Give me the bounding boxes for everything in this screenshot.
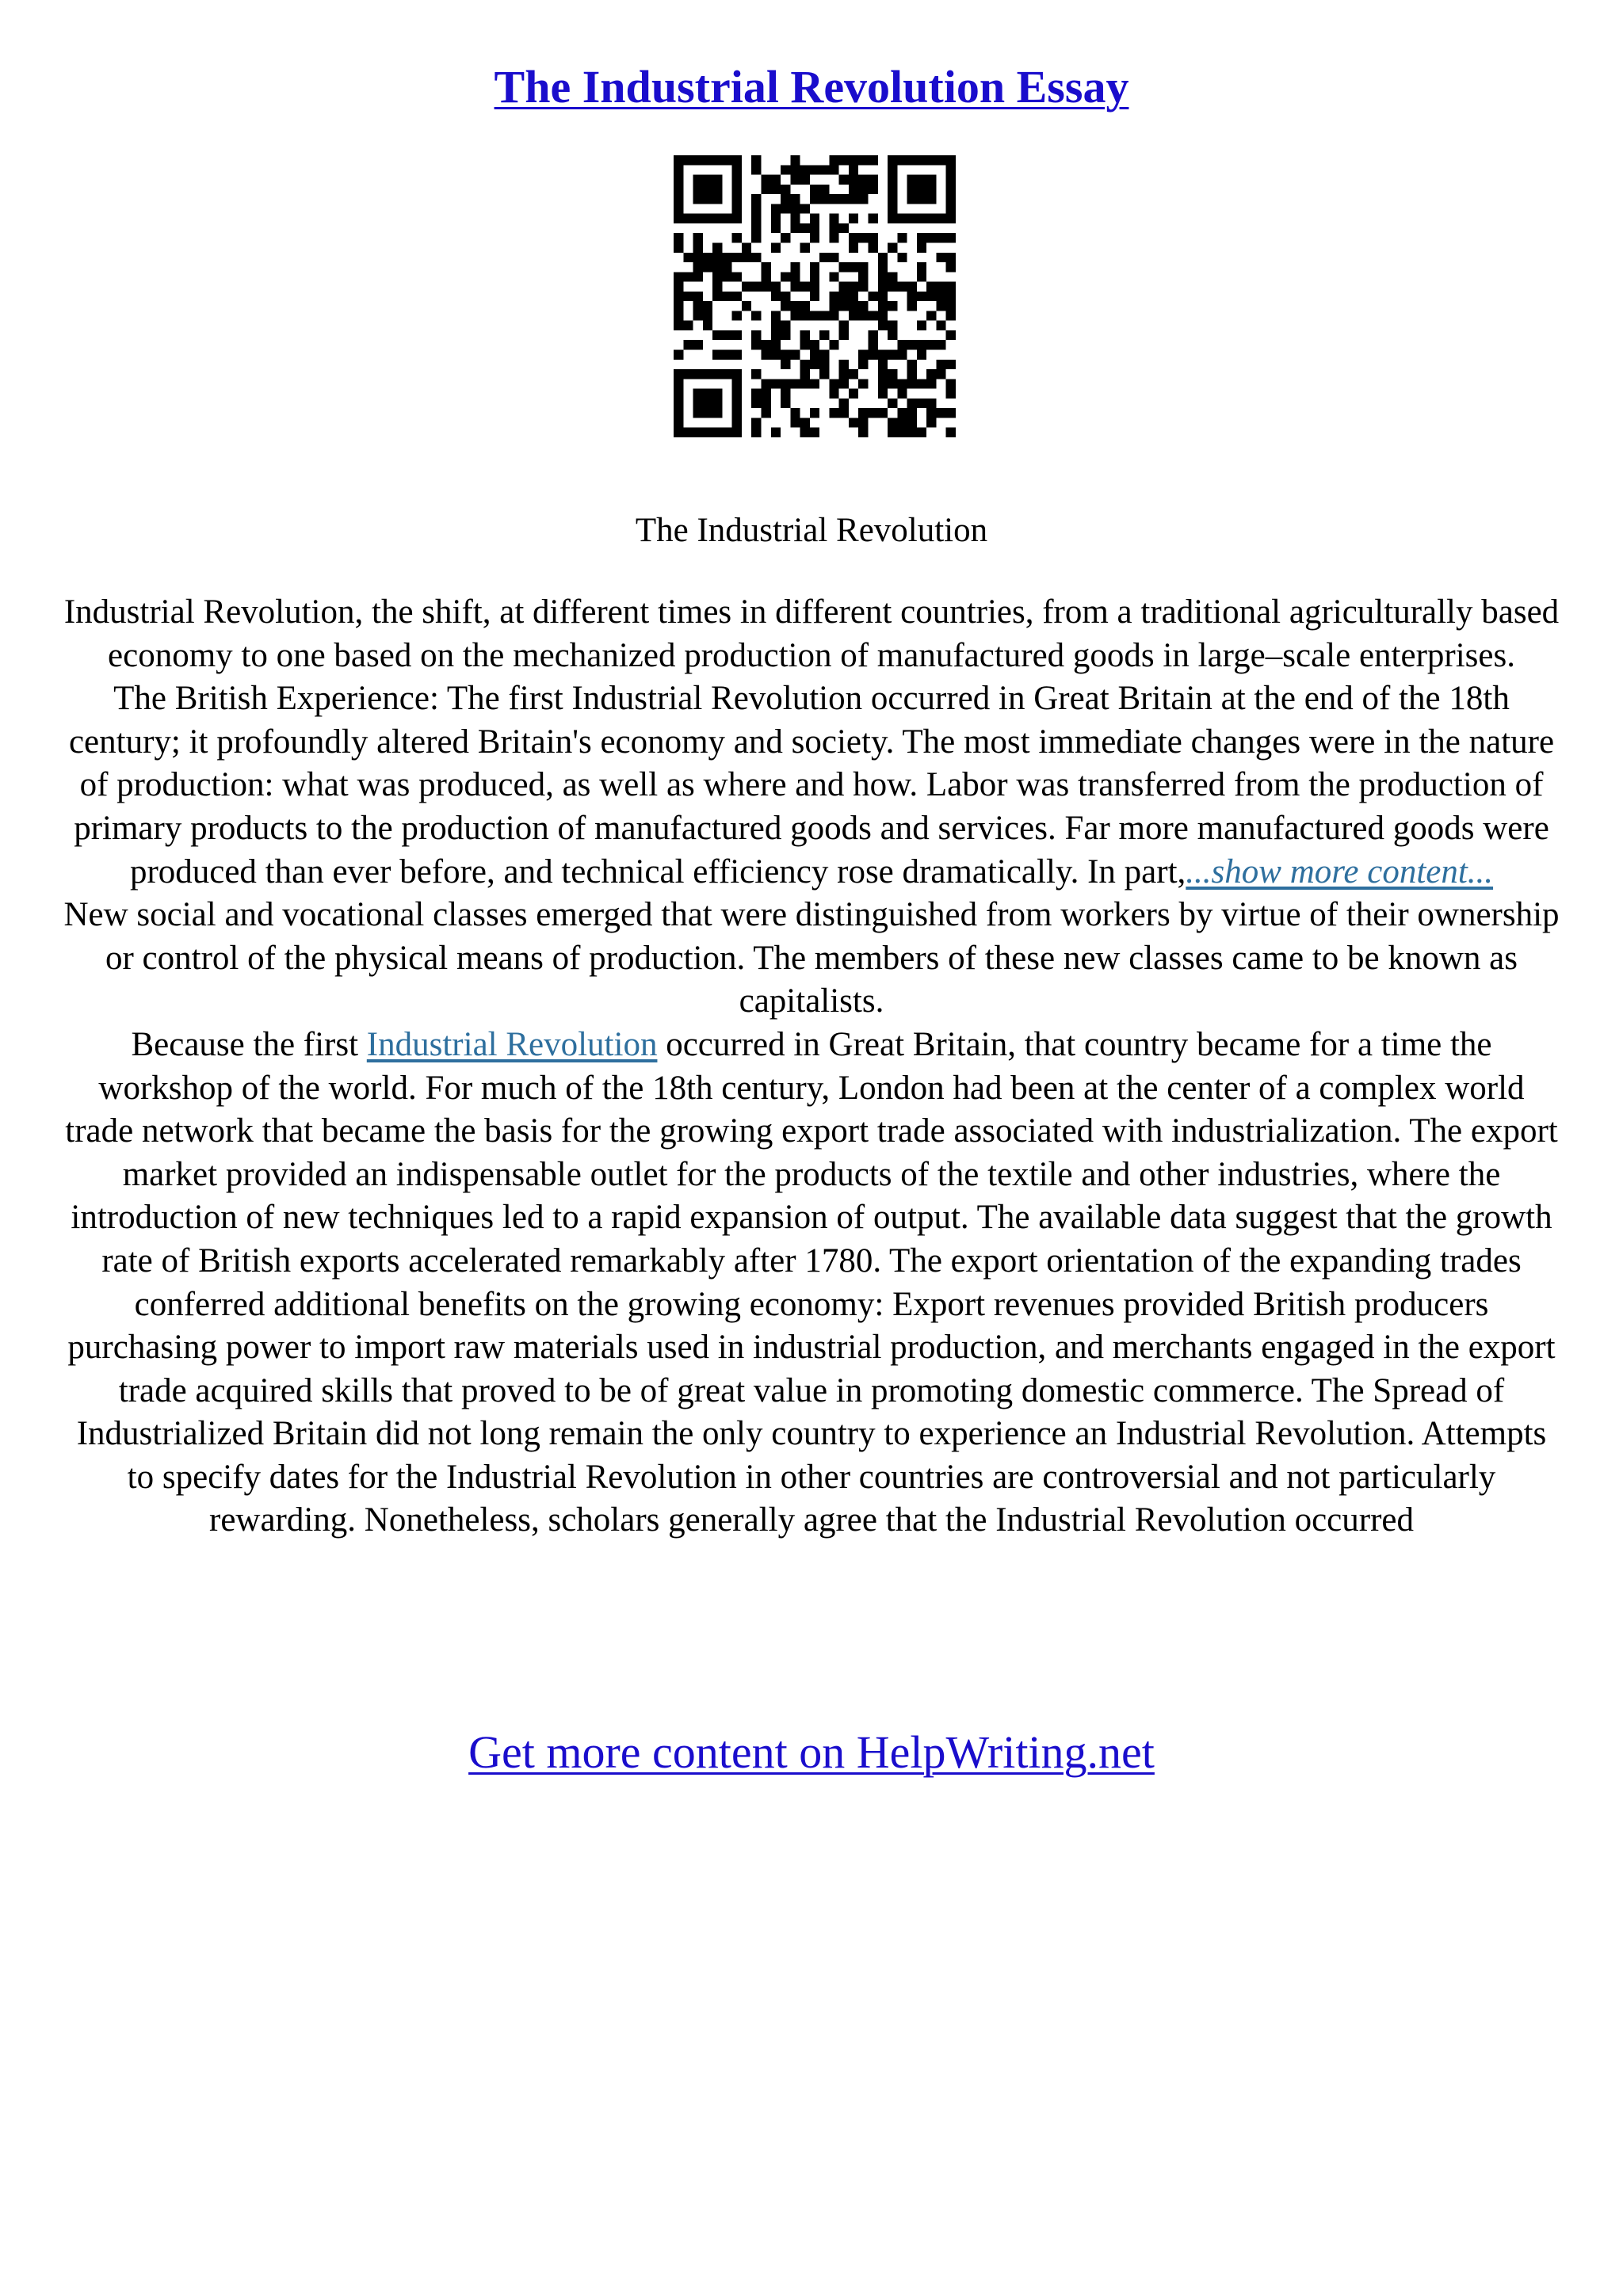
article-subtitle: The Industrial Revolution (635, 512, 988, 549)
paragraph-export-trade-intro: Because the first (131, 1025, 367, 1063)
paragraph-export-trade-text: occurred in Great Britain, that country became for a time the workshop of the world. For much of the 18th century, London had been at the center of a complex world trade network that became the basis for the growing export trade associated with industrialization. The export market provided an indispensable outlet for the products of the textile and other industries, where the introduction of new techniques led to a rapid expansion of output. The available data suggest that the growth rate of British exports accelerated remarkably after 1780. The export orientation of the expanding trades conferred additional benefits on the growing economy: Export revenues provided British producers purchasing power to import raw materials used in industrial production, and merchants engaged in the export trade acquired skills that proved to be of great value in promoting domestic commerce. The Spread of Industrialized Britain did not long remain the only country to experience an Industrial Revolution. Attempts to specify dates for the Industrial Revolution in other countries are controversial and not particularly rewarding. Nonetheless, scholars generally agree that the Industrial Revolution occurred (65, 1025, 1558, 1539)
show-more-link[interactable]: ...show more content... (1186, 852, 1494, 891)
qr-code-icon (674, 155, 956, 437)
paragraph-british-experience (63, 677, 1560, 894)
paragraph-social-classes: New social and vocational classes emerged that were distinguished from workers by virtue of their ownership or control of the physical means of production. The members of these new classes came to be known as capitalists. (63, 896, 1560, 1020)
paragraph-british-experience-text: The British Experience: The first Industrial Revolution occurred in Great Britain at the end of the 18th century; it profoundly altered Britain's economy and society. The most immediate changes were in the nature of production: what was produced, as well as where and how. Labor was transferred from the production of primary products to the production of manufactured goods and services. Far more manufactured goods were produced than ever before, and technical efficiency rose dramatically. In part, (68, 680, 1555, 891)
paragraph-export-trade (63, 1024, 1560, 1543)
article-body (63, 591, 1560, 1543)
page-title (0, 55, 1623, 119)
paragraph-definition: Industrial Revolution, the shift, at different times in different countries, from a traditional agriculturally based economy to one based on the mechanized production of manufactured goods in large–scale enterprises. (63, 593, 1560, 674)
title-link[interactable]: The Industrial Revolution Essay (494, 61, 1129, 113)
industrial-revolution-link[interactable]: Industrial Revolution (366, 1025, 658, 1063)
footer-cta (0, 1721, 1623, 1784)
helpwriting-link[interactable]: Get more content on HelpWriting.net (468, 1726, 1155, 1778)
